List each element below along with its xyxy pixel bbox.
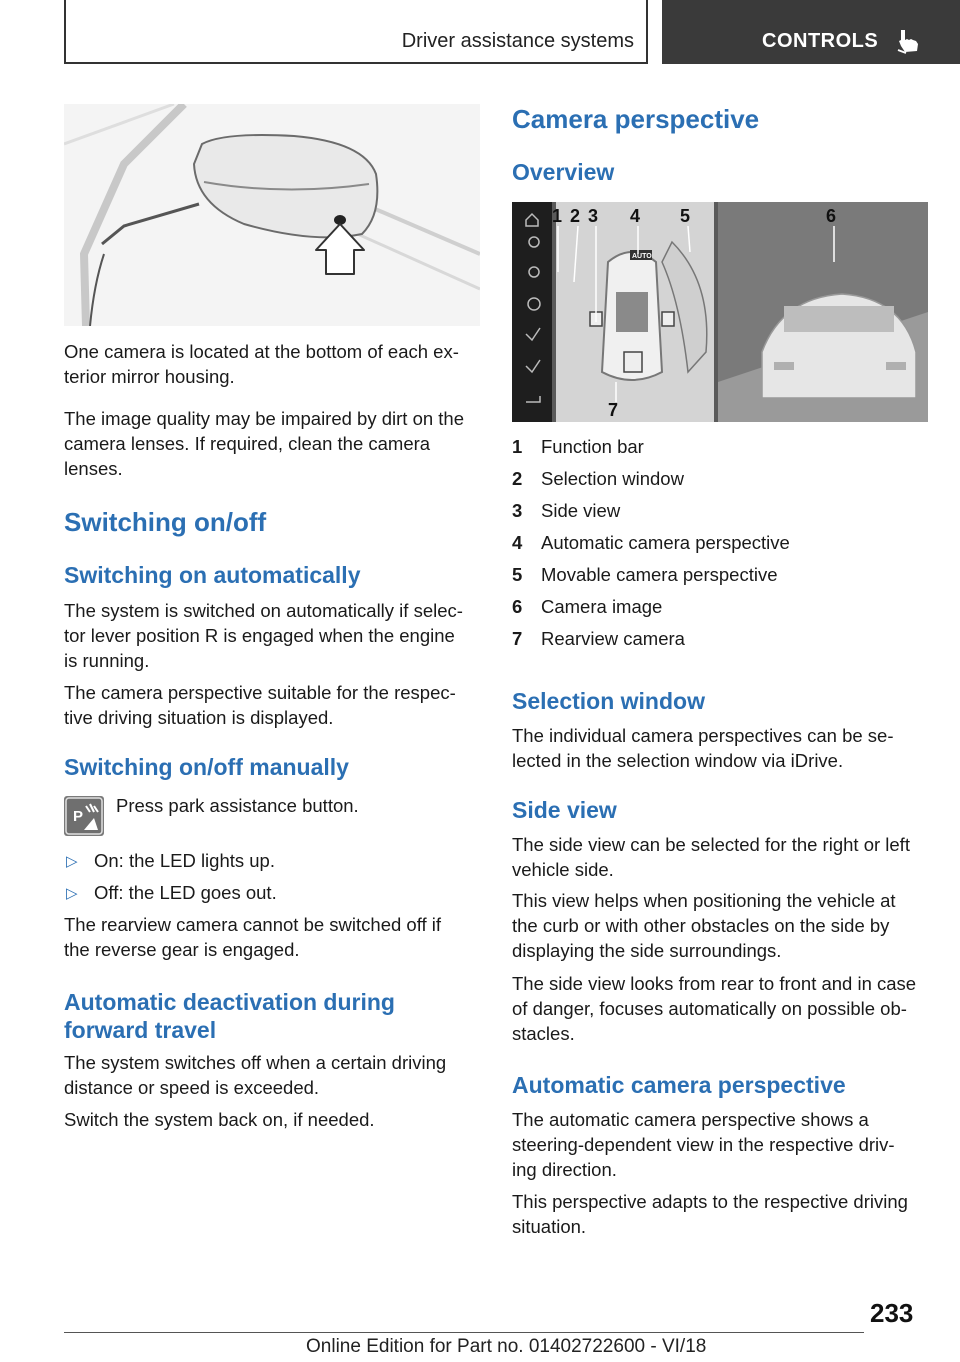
svg-text:P: P xyxy=(73,808,84,825)
perspective-line-1: The camera perspective suitable for the respec- xyxy=(64,682,456,703)
chapter-title: CONTROLS xyxy=(762,30,879,52)
header-chapter-box xyxy=(662,0,960,64)
legend-label: Automatic camera perspective xyxy=(541,532,790,553)
bullet-on: On: the LED lights up. xyxy=(94,850,275,871)
callout-1: 1 xyxy=(552,206,563,226)
side-view-paragraph-3 xyxy=(512,971,932,1046)
mirror-caption-line-1: One camera is located at the bottom of each ex- xyxy=(64,341,459,362)
legend-number: 6 xyxy=(512,596,523,617)
side-view-paragraph-2 xyxy=(512,888,932,963)
mirror-caption xyxy=(64,339,480,389)
side-line-3: This view helps when positioning the vehicle at xyxy=(512,890,896,911)
mirror-camera-illustration xyxy=(64,104,480,326)
reverse-line-1: The rearview camera cannot be switched off if xyxy=(64,914,442,935)
auto-on-line-1: The system is switched on automatically if selec- xyxy=(64,600,463,621)
side-view-paragraph-1 xyxy=(512,832,932,882)
legend-label: Movable camera perspective xyxy=(541,564,778,585)
bullet-icon: ▷ xyxy=(66,885,78,902)
side-line-5: displaying the side surroundings. xyxy=(512,940,782,961)
mirror-caption-line-2: terior mirror housing. xyxy=(64,366,235,387)
side-view-heading: Side view xyxy=(512,797,617,823)
page-number: 233 xyxy=(870,1298,914,1328)
selection-line-1: The individual camera perspectives can be se- xyxy=(512,725,894,746)
auto-line-5: situation. xyxy=(512,1216,587,1237)
image-quality-paragraph xyxy=(64,406,480,481)
auto-on-heading: Switching on automatically xyxy=(64,562,361,588)
automatic-perspective-paragraph-2 xyxy=(512,1189,928,1239)
legend-number: 5 xyxy=(512,564,523,585)
side-line-4: the curb or with other obstacles on the side by xyxy=(512,915,890,936)
selection-window-heading: Selection window xyxy=(512,688,705,714)
deactivation-switch-back: Switch the system back on, if needed. xyxy=(64,1109,375,1130)
camera-perspective-heading: Camera perspective xyxy=(512,104,760,134)
bullet-off: Off: the LED goes out. xyxy=(94,882,277,903)
auto-badge: AUTO xyxy=(632,253,652,260)
side-line-1: The side view can be selected for the right or left xyxy=(512,834,910,855)
deactivation-line-1: The system switches off when a certain driving xyxy=(64,1052,447,1073)
reverse-line-2: the reverse gear is engaged. xyxy=(64,939,300,960)
callout-3: 3 xyxy=(588,206,599,226)
side-line-7: of danger, focuses automatically on possible ob- xyxy=(512,998,907,1019)
legend-label: Selection window xyxy=(541,468,684,489)
image-quality-line-3: lenses. xyxy=(64,458,123,479)
legend-number: 4 xyxy=(512,532,523,553)
perspective-line-2: tive driving situation is displayed. xyxy=(64,707,334,728)
legend-label: Rearview camera xyxy=(541,628,685,649)
overview-heading: Overview xyxy=(512,159,615,185)
legend-label: Camera image xyxy=(541,596,663,617)
callout-7: 7 xyxy=(608,400,619,420)
automatic-perspective-heading: Automatic camera perspective xyxy=(512,1072,846,1098)
callout-6: 6 xyxy=(826,206,837,226)
selection-window-paragraph xyxy=(512,723,928,773)
legend-label: Side view xyxy=(541,500,621,521)
deactivation-paragraph xyxy=(64,1050,480,1100)
perspective-paragraph xyxy=(64,680,480,730)
deactivation-heading-line-1: Automatic deactivation during xyxy=(64,989,395,1015)
manual-heading: Switching on/off manually xyxy=(64,754,349,780)
image-quality-line-2: camera lenses. If required, clean the camera xyxy=(64,433,431,454)
auto-on-line-2: tor lever position R is engaged when the engine xyxy=(64,625,455,646)
footer-edition: Online Edition for Part no. 01402722600 - VI/18 xyxy=(306,1336,707,1357)
side-line-8: stacles. xyxy=(512,1023,575,1044)
pointing-hand-icon xyxy=(896,26,922,54)
callout-4: 4 xyxy=(630,206,641,226)
bullet-icon: ▷ xyxy=(66,853,78,870)
auto-line-3: ing direction. xyxy=(512,1159,617,1180)
auto-on-line-3: is running. xyxy=(64,650,150,671)
legend-label: Function bar xyxy=(541,436,644,457)
callout-5: 5 xyxy=(680,206,691,226)
image-quality-line-1: The image quality may be impaired by dirt on the xyxy=(64,408,465,429)
selection-line-2: lected in the selection window via iDrive. xyxy=(512,750,844,771)
manual-text: Press park assistance button. xyxy=(116,795,359,816)
callout-2: 2 xyxy=(570,206,581,226)
legend-number: 3 xyxy=(512,500,523,521)
footer-divider xyxy=(64,1332,864,1333)
auto-line-4: This perspective adapts to the respective driving xyxy=(512,1191,908,1212)
automatic-perspective-paragraph-1 xyxy=(512,1107,928,1182)
auto-line-1: The automatic camera perspective shows a xyxy=(512,1109,869,1130)
deactivation-heading-line-2: forward travel xyxy=(64,1017,217,1043)
camera-overview-screenshot xyxy=(512,202,928,422)
section-title: Driver assistance systems xyxy=(401,30,634,52)
reverse-paragraph xyxy=(64,912,480,962)
deactivation-line-2: distance or speed is exceeded. xyxy=(64,1077,320,1098)
header-section-box xyxy=(64,0,648,64)
side-line-6: The side view looks from rear to front and in case xyxy=(512,973,917,994)
side-line-2: vehicle side. xyxy=(512,859,614,880)
auto-on-paragraph xyxy=(64,598,480,673)
deactivation-heading xyxy=(64,988,395,1044)
legend-number: 1 xyxy=(512,436,523,457)
auto-line-2: steering-dependent view in the respective driv- xyxy=(512,1134,895,1155)
switching-heading: Switching on/off xyxy=(64,507,267,537)
legend-number: 2 xyxy=(512,468,523,489)
park-assist-button-icon xyxy=(64,796,104,836)
legend-number: 7 xyxy=(512,628,523,649)
